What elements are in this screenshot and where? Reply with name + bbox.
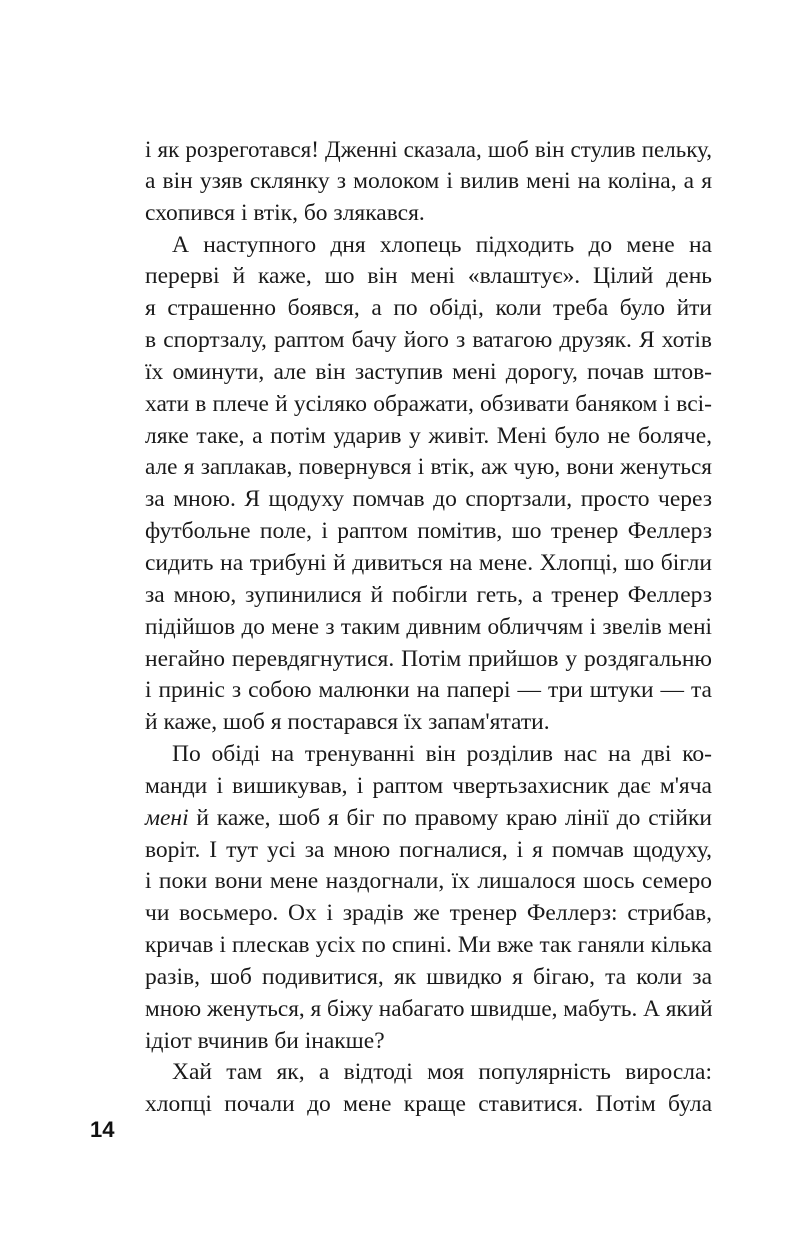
- text-line: і приніс з собою малюнки на папері — три штуки — та: [145, 677, 712, 704]
- text-line: але я заплакав, повернувся і втік, аж чую, вони женуться: [145, 454, 712, 481]
- paragraph: [145, 134, 712, 230]
- text-line: чи восьмеро. Ох і зрадів же тренер Феллерз: стрибав,: [145, 900, 712, 927]
- text-line: їх оминути, але він заступив мені дорогу, почав штов-: [145, 358, 712, 385]
- text-line: [145, 803, 712, 835]
- text-line: По обіді на тренуванні він розділив нас на дві ко-: [172, 741, 712, 768]
- text-line: мною женуться, я біжу набагато швидше, мабуть. А який: [145, 995, 713, 1022]
- paragraph: [145, 739, 712, 1057]
- text-line: негайно перевдягнутися. Потім прийшов у роздягальню: [145, 645, 712, 672]
- text-line: а він узяв склянку з молоком і вилив мені на коліна, а я: [145, 167, 712, 194]
- text-line: за мною, зупинилися й побігли геть, а тренер Феллерз: [145, 581, 712, 608]
- text-line: воріт. І тут усі за мною погналися, і я помчав щодуху,: [145, 836, 712, 863]
- text-line: кричав і плескав усіх по спині. Ми вже так ганяли кілька: [145, 932, 712, 959]
- text-line: й каже, шоб я постарався їх запам'ятати.: [145, 709, 550, 736]
- text-line: футбольне поле, і раптом помітив, шо тренер Феллерз: [145, 518, 712, 545]
- text-line: хлопці почали до мене краще ставитися. Потім була: [145, 1091, 712, 1118]
- paragraph: [145, 1057, 712, 1121]
- page-number: 14: [90, 1117, 115, 1142]
- text-line: перерві й каже, шо він мені «влаштує». Цілий день: [145, 263, 712, 290]
- emphasis-text: мені: [145, 804, 189, 831]
- text-line: за мною. Я щодуху помчав до спортзали, просто через: [145, 486, 712, 513]
- text-line: А наступного дня хлопець підходить до мене на: [172, 231, 712, 258]
- text-line: схопився і втік, бо злякався.: [145, 199, 425, 226]
- text-line: Хай там як, а відтоді моя популярність виросла:: [172, 1059, 712, 1086]
- text-span: й каже, шоб я біг по правому краю лінії до стійки: [188, 804, 712, 831]
- text-line: і поки вони мене наздогнали, їх лишалося шось семеро: [145, 868, 712, 895]
- text-line: манди і вишикував, і раптом чвертьзахисник дає м'яча: [145, 772, 712, 799]
- text-line: хати в плече й усіляко ображати, обзивати баняком і всі-: [145, 390, 712, 417]
- text-line: в спортзалу, раптом бачу його з ватагою друзяк. Я хотів: [145, 327, 712, 354]
- text-line: ляке таке, а потім ударив у живіт. Мені було не боляче,: [145, 422, 712, 449]
- text-line: я страшенно боявся, а по обіді, коли треба було йти: [145, 295, 712, 322]
- paragraph: [145, 230, 712, 740]
- text-line: ідіот вчинив би інакше?: [145, 1027, 385, 1054]
- text-line: разів, шоб подивитися, як швидко я бігаю, та коли за: [145, 963, 712, 990]
- text-line: сидить на трибуні й дивиться на мене. Хлопці, шо бігли: [145, 549, 712, 576]
- text-line: і як розреготався! Дженні сказала, шоб він стулив пельку,: [145, 137, 712, 162]
- body-text: [145, 134, 712, 1121]
- text-line: підійшов до мене з таким дивним обличчям і звелів мені: [145, 613, 712, 640]
